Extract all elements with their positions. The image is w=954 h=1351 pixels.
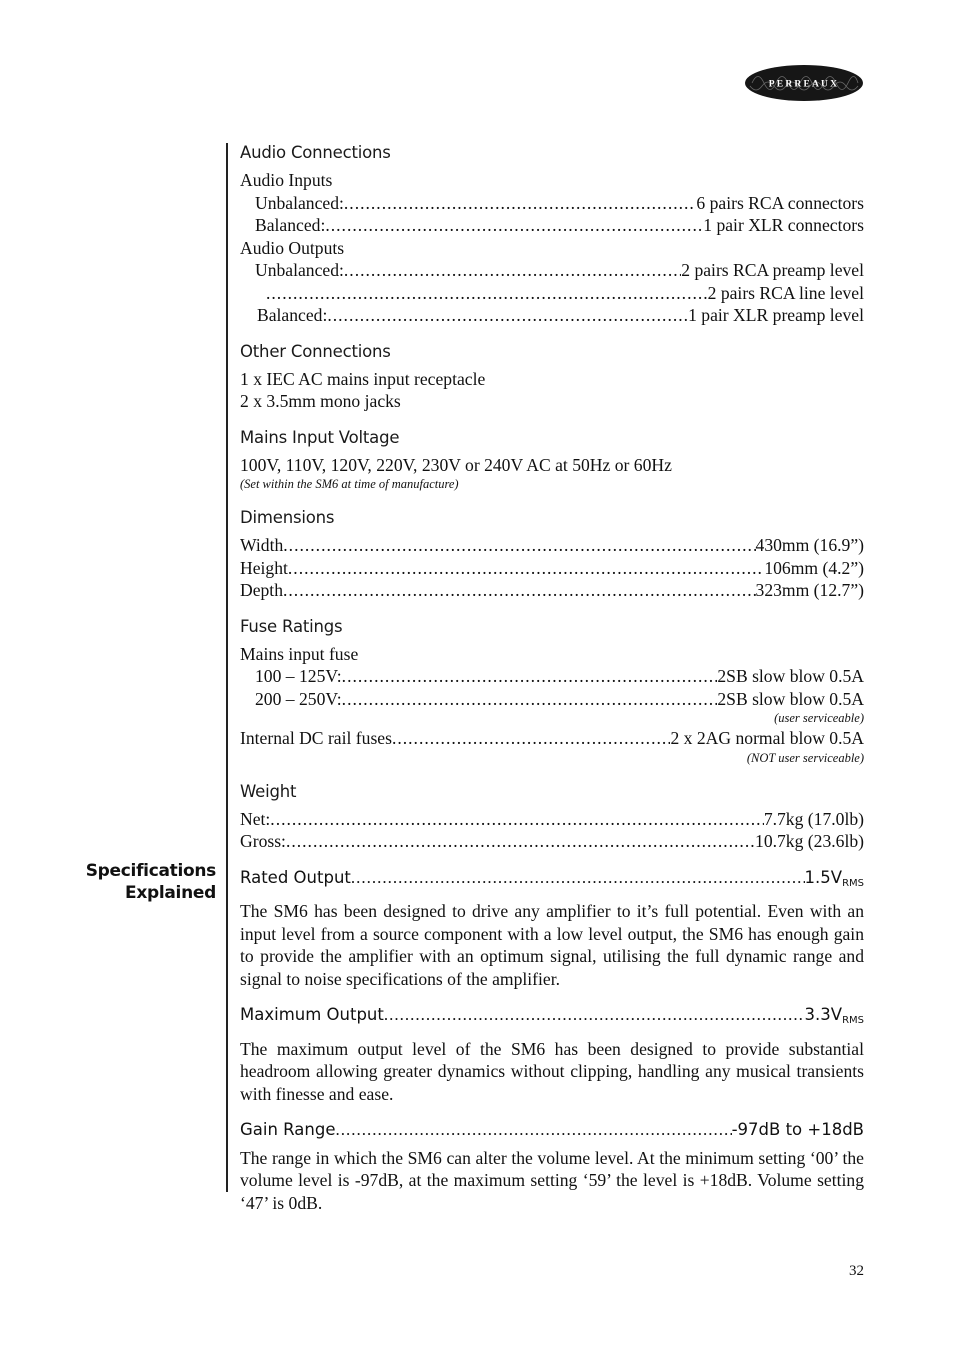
audio-connections-heading: Audio Connections [240,143,391,162]
internal-fuse-note: (NOT user serviceable) [746,750,864,765]
weight-section [240,781,864,853]
other-connections-section [240,341,864,413]
mains-input-voltage-note: (Set within the SM6 at time of manufacture) [240,477,459,491]
vertical-rule [226,143,228,1192]
dimensions-section [240,507,864,602]
maximum-output-section [240,1004,864,1105]
page-number: 32 [849,1263,864,1279]
fuse-ratings-heading: Fuse Ratings [240,616,343,636]
audio-outputs-label: Audio Outputs [240,237,345,258]
rated-output-text: The SM6 has been designed to drive any amplifier to it’s full potential. Even with an input level from a source component with a low level output, the SM6 has enough gain to provide the amplifier with an optimum signal, utilising the full dynamic range and signal to noise specifications of the amplifier. [240,901,864,989]
gain-range-text: The range in which the SM6 can alter the volume level. At the minimum setting ‘00’ the volume level is -97dB, at the maximum setting ‘59’ the level is +18dB. Volume setting ‘47’ is 0dB. [240,1147,864,1213]
weight-row: Net: ..... 7.7kg (17.0lb) [240,808,864,831]
other-connections-heading: Other Connections [240,341,391,361]
other-connection-line: 1 x IEC AC mains input receptacle [240,368,486,389]
audio-connections-section [240,142,864,327]
mains-input-voltage-heading: Mains Input Voltage [240,427,400,447]
audio-input-row: Unbalanced: ..... 6 pairs RCA connectors [240,192,864,215]
audio-input-row: Balanced: ..... 1 pair XLR connectors [240,214,864,237]
rated-output-heading: Rated Output ..... $1.5V_{RMS}$ [240,867,864,896]
audio-output-row: ..... 2 pairs RCA line level [240,282,864,305]
logo-text: PERREAUX [768,79,840,90]
rated-output-section [240,867,864,991]
fuse-ratings-section [240,616,864,767]
weight-row: Gross: ..... 10.7kg (23.6lb) [240,830,864,853]
audio-output-row: Unbalanced: ..... 2 pairs RCA preamp level [240,259,864,282]
spec-content [240,142,864,1214]
mains-fuse-note: (user serviceable) [774,711,864,725]
side-label-line1: Specifications [85,861,216,881]
perreaux-logo [744,64,864,102]
dimensions-heading: Dimensions [240,508,335,527]
audio-inputs-label: Audio Inputs [240,170,333,190]
fuse-row: 100 – 125V: ..... 2SB slow blow 0.5A [240,665,864,688]
side-label-line2: Explained [125,883,216,903]
weight-heading: Weight [240,781,297,801]
dimension-row: Width ..... 430mm (16.9”) [240,534,864,557]
maximum-output-heading: Maximum Output ..... $3.3V_{RMS}$ [240,1004,864,1033]
gain-range-section [240,1119,864,1214]
gain-range-heading: Gain Range ..... -97dB to +18dB [240,1119,864,1142]
fuse-row: Internal DC rail fuses ..... 2 x 2AG normal blow 0.5A [240,727,864,750]
dimension-row: Height ..... 106mm (4.2”) [240,557,864,580]
specifications-explained-label [60,860,216,904]
fuse-row: 200 – 250V: ..... 2SB slow blow 0.5A [240,688,864,711]
audio-output-row: Balanced: ..... 1 pair XLR preamp level [240,304,864,327]
other-connection-line: 2 x 3.5mm mono jacks [240,391,401,411]
mains-input-voltage-section [240,427,864,494]
mains-fuse-label: Mains input fuse [240,643,359,664]
mains-input-voltage-value: 100V, 110V, 120V, 220V, 230V or 240V AC at 50Hz or 60Hz [240,454,672,475]
maximum-output-text: The maximum output level of the SM6 has been designed to provide substantial headroom allowing greater dynamics without clipping, handling any musical transients with finesse and ease. [240,1038,864,1104]
dimension-row: Depth ..... 323mm (12.7”) [240,579,864,602]
